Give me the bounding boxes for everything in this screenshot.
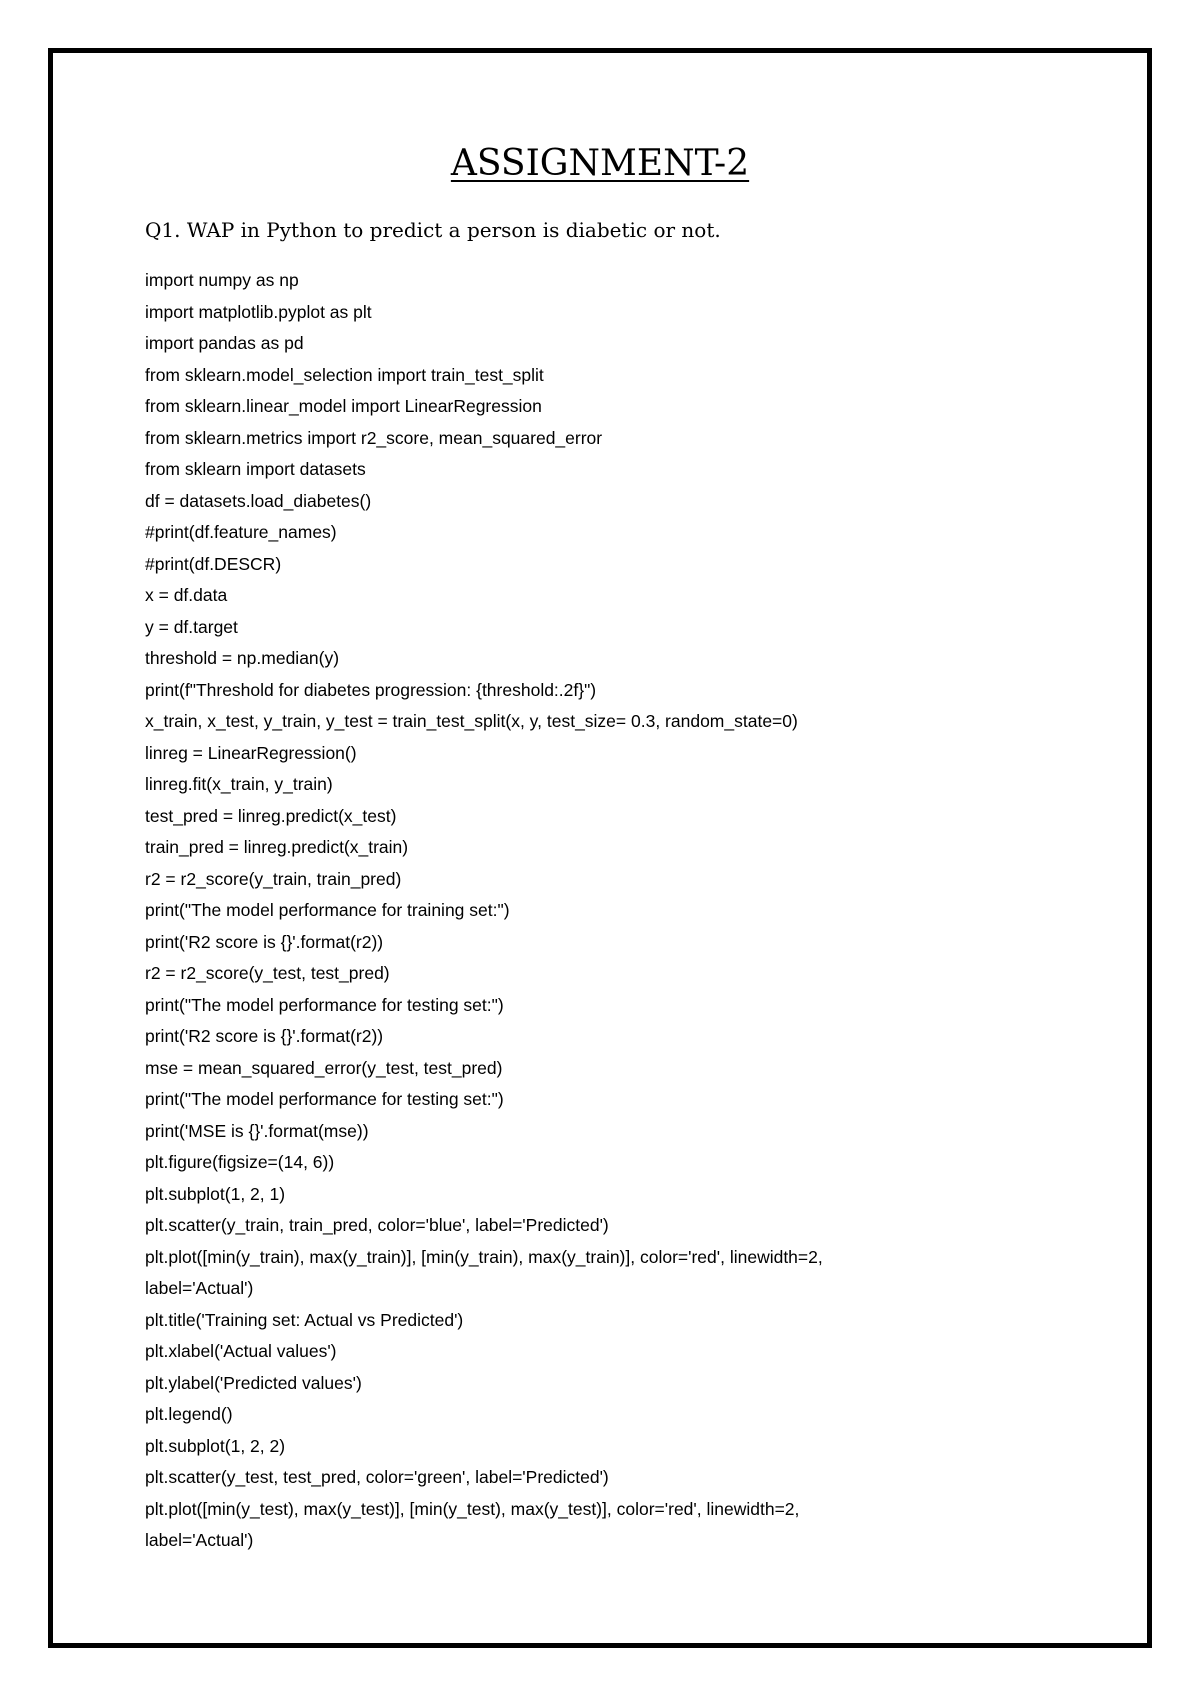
code-line: plt.subplot(1, 2, 1) bbox=[145, 1183, 286, 1204]
code-line: plt.scatter(y_test, test_pred, color='green', label='Predicted') bbox=[145, 1467, 609, 1487]
code-line: from sklearn.linear_model import LinearRegression bbox=[145, 396, 542, 416]
code-line: plt.figure(figsize=(14, 6)) bbox=[145, 1152, 335, 1172]
code-line: import pandas as pd bbox=[145, 333, 304, 353]
code-line: plt.legend() bbox=[145, 1404, 233, 1424]
code-line: print(f"Threshold for diabetes progression: {threshold:.2f}") bbox=[145, 679, 597, 700]
code-line: print('MSE is {}'.format(mse)) bbox=[145, 1120, 369, 1141]
code-line: print("The model performance for testing set:") bbox=[145, 1089, 504, 1109]
code-line: label='Actual') bbox=[145, 1278, 254, 1298]
code-line: from sklearn.metrics import r2_score, mean_squared_error bbox=[145, 427, 603, 448]
code-line: r2 = r2_score(y_test, test_pred) bbox=[145, 963, 390, 983]
code-line: print('R2 score is {}'.format(r2)) bbox=[145, 1026, 384, 1046]
code-line: #print(df.DESCR) bbox=[145, 553, 282, 574]
code-line: x_train, x_test, y_train, y_test = train_test_split(x, y, test_size= 0.3, random_state=0) bbox=[145, 711, 798, 731]
code-line: train_pred = linreg.predict(x_train) bbox=[145, 837, 409, 857]
page-title: ASSIGNMENT-2 bbox=[450, 143, 750, 184]
code-line: plt.plot([min(y_test), max(y_test)], [min(y_test), max(y_test)], color='red', linewidth=2, bbox=[145, 1498, 800, 1519]
code-line: plt.ylabel('Predicted values') bbox=[145, 1372, 362, 1393]
code-line: label='Actual') bbox=[145, 1530, 254, 1550]
code-line: test_pred = linreg.predict(x_test) bbox=[145, 805, 397, 826]
code-line: from sklearn import datasets bbox=[145, 459, 366, 479]
code-line: df = datasets.load_diabetes() bbox=[145, 490, 372, 511]
code-line: linreg = LinearRegression() bbox=[145, 742, 357, 763]
code-line: r2 = r2_score(y_train, train_pred) bbox=[145, 868, 402, 889]
code-line: plt.xlabel('Actual values') bbox=[145, 1341, 337, 1361]
code-line: plt.plot([min(y_train), max(y_train)], [min(y_train), max(y_train)], color='red', linewidth=2, bbox=[145, 1246, 823, 1267]
code-line: from sklearn.model_selection import train_test_split bbox=[145, 364, 544, 385]
code-line: y = df.target bbox=[145, 616, 238, 637]
code-line: print("The model performance for testing set:") bbox=[145, 994, 504, 1015]
code-line: print('R2 score is {}'.format(r2)) bbox=[145, 931, 384, 952]
code-line: x = df.data bbox=[145, 585, 228, 605]
code-line: #print(df.feature_names) bbox=[145, 522, 337, 542]
code-line: import numpy as np bbox=[145, 270, 299, 290]
code-line: mse = mean_squared_error(y_test, test_pred) bbox=[145, 1057, 503, 1078]
code-block bbox=[145, 265, 1105, 1557]
question-text: Q1. WAP in Python to predict a person is diabetic or not. bbox=[145, 218, 721, 242]
code-line: plt.subplot(1, 2, 2) bbox=[145, 1435, 286, 1456]
code-line: threshold = np.median(y) bbox=[145, 648, 340, 668]
code-line: import matplotlib.pyplot as plt bbox=[145, 301, 372, 322]
code-line: print("The model performance for training set:") bbox=[145, 900, 510, 920]
code-line: plt.title('Training set: Actual vs Predicted') bbox=[145, 1309, 464, 1330]
code-line: plt.scatter(y_train, train_pred, color='blue', label='Predicted') bbox=[145, 1215, 609, 1235]
code-line: linreg.fit(x_train, y_train) bbox=[145, 774, 333, 794]
